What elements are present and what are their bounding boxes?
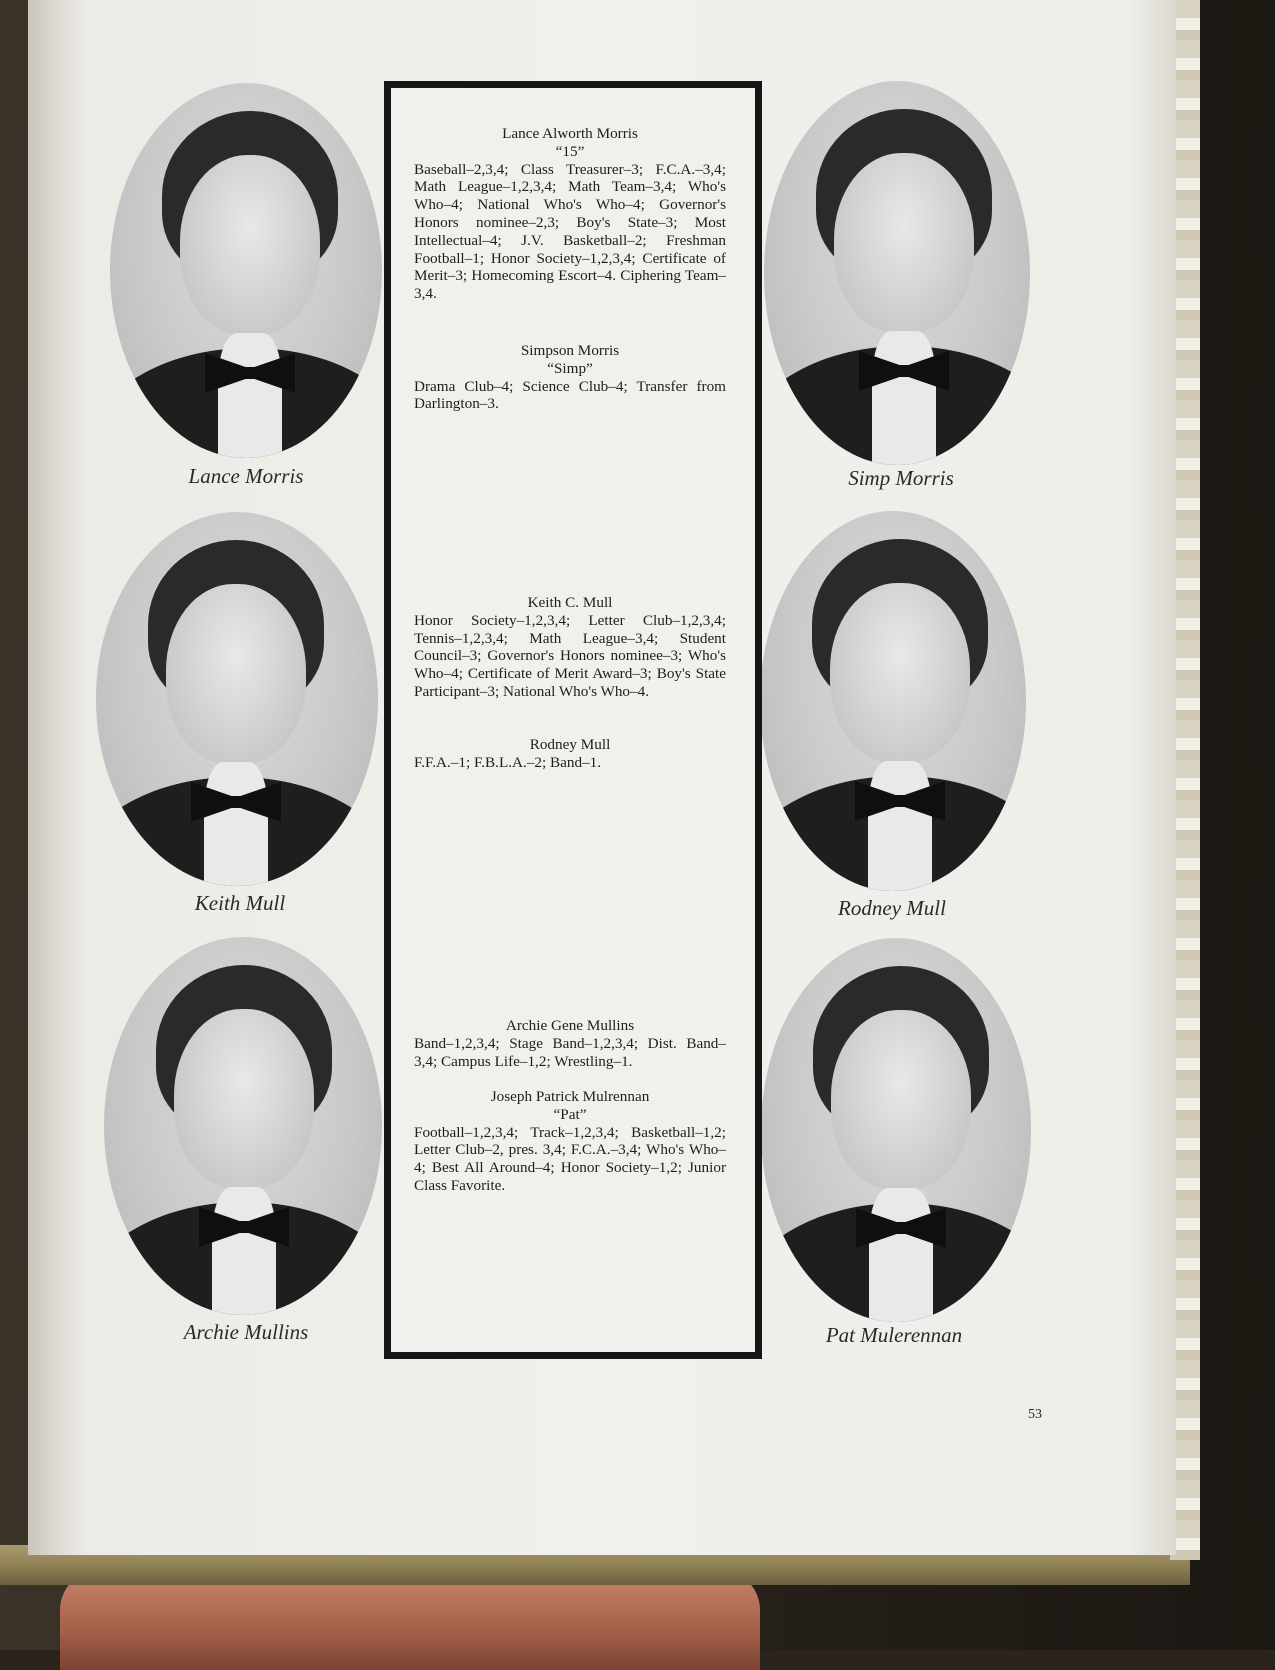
- bio-joseph-mulrennan: [414, 1088, 726, 1195]
- caption-keith-mull: Keith Mull: [194, 891, 286, 915]
- bio-activities: F.F.A.–1; F.B.L.A.–2; Band–1.: [414, 753, 602, 771]
- portrait-simp-morris: [764, 81, 1030, 465]
- bio-archie-mullins: [414, 1017, 726, 1070]
- page-number: 53: [1028, 1407, 1042, 1422]
- caption-simp-morris: Simp Morris: [848, 466, 954, 490]
- bio-name: Joseph Patrick Mulrennan: [490, 1088, 650, 1105]
- portrait-lance-morris: [110, 83, 382, 458]
- bio-name: Archie Gene Mullins: [505, 1017, 635, 1034]
- portrait-keith-mull: [96, 512, 378, 886]
- bio-box: [384, 81, 762, 1359]
- caption-rodney-mull: Rodney Mull: [838, 896, 946, 920]
- bio-name: Keith C. Mull: [527, 594, 613, 611]
- bio-name: Rodney Mull: [529, 736, 611, 753]
- portrait-archie-mullins: [104, 937, 382, 1315]
- bio-rodney-mull: [414, 736, 726, 772]
- caption-lance-morris: Lance Morris: [188, 464, 304, 488]
- yearbook-page: [28, 0, 1176, 1555]
- bio-name: Lance Alworth Morris: [502, 125, 638, 142]
- bio-activities: Honor Society–1,2,3,4; Letter Club–1,2,3,4; Tennis–1,2,3,4; Math League–3,4; Student Council–3; Governor's Honors nominee–3; Who's Who–4; Certificate of Merit Award–3; Boy's State Participant–3; National Who's Who–4.: [414, 611, 726, 700]
- caption-archie-mullins: Archie Mullins: [183, 1320, 309, 1344]
- bio-activities: Baseball–2,3,4; Class Treasurer–3; F.C.A.–3,4; Math League–1,2,3,4; Math Team–3,4; Who's Who–4; National Who's Who–4; Governor's Honors nominee–2,3; Boy's State–3; Most Intellectual–4; J.V. Basketball–2; Freshman Football–1; Honor Society–1,2,3,4; Certificate of Merit–3; Homecoming Escort–4. Ciphering Team–3,4.: [414, 160, 726, 303]
- bio-keith-mull: [414, 594, 726, 701]
- bio-activities: Drama Club–4; Science Club–4; Transfer from Darlington–3.: [414, 377, 726, 413]
- bio-name: Simpson Morris: [520, 342, 620, 359]
- caption-pat-mulerennan: Pat Mulerennan: [825, 1323, 963, 1347]
- hand-holding-book: [60, 1570, 760, 1670]
- bio-simpson-morris: [414, 342, 726, 413]
- bio-activities: Band–1,2,3,4; Stage Band–1,2,3,4; Dist. Band–3,4; Campus Life–1,2; Wrestling–1.: [414, 1034, 726, 1070]
- bio-nickname: “Simp”: [547, 359, 593, 377]
- page-gutter: [28, 0, 88, 1555]
- bio-activities: Football–1,2,3,4; Track–1,2,3,4; Basketball–1,2; Letter Club–2, pres. 3,4; F.C.A.–3,4; Who's Who–4; Best All Around–4; Honor Society–1,2; Junior Class Favorite.: [414, 1123, 726, 1194]
- portrait-rodney-mull: [760, 511, 1026, 891]
- bio-nickname: “15”: [555, 142, 585, 160]
- bio-nickname: “Pat”: [553, 1105, 587, 1123]
- bio-lance-morris: [414, 125, 726, 303]
- portrait-pat-mulerennan: [761, 938, 1031, 1322]
